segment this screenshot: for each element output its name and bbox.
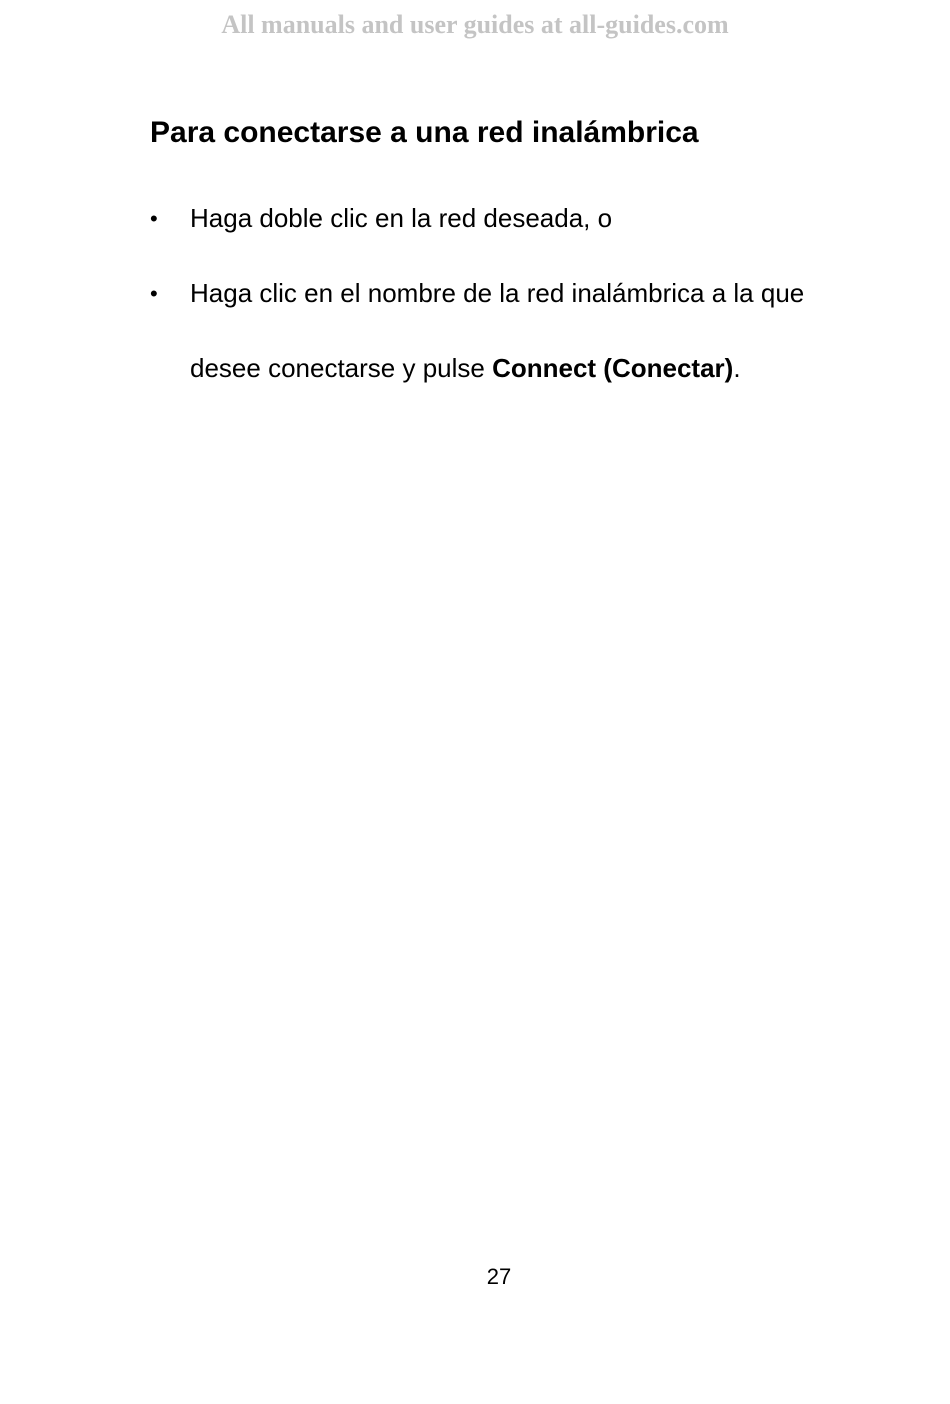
instruction-list bbox=[150, 190, 870, 406]
bullet-icon: • bbox=[150, 206, 158, 231]
connect-label: Connect (Conectar) bbox=[492, 353, 734, 383]
page-number: 27 bbox=[486, 1264, 512, 1289]
list-item-text: Haga doble clic en la red deseada, o bbox=[190, 203, 613, 233]
list-item bbox=[150, 181, 870, 256]
watermark-text: All manuals and user guides at all-guides.com bbox=[221, 10, 729, 39]
list-item-punctuation: . bbox=[733, 353, 741, 383]
section-heading: Para conectarse a una red inalámbrica bbox=[150, 116, 699, 149]
list-item-text: Haga clic en el nombre de la red inalámbrica a la que desee conectarse y pulse bbox=[190, 278, 805, 383]
list-item bbox=[150, 256, 870, 406]
bullet-icon: • bbox=[150, 281, 158, 306]
